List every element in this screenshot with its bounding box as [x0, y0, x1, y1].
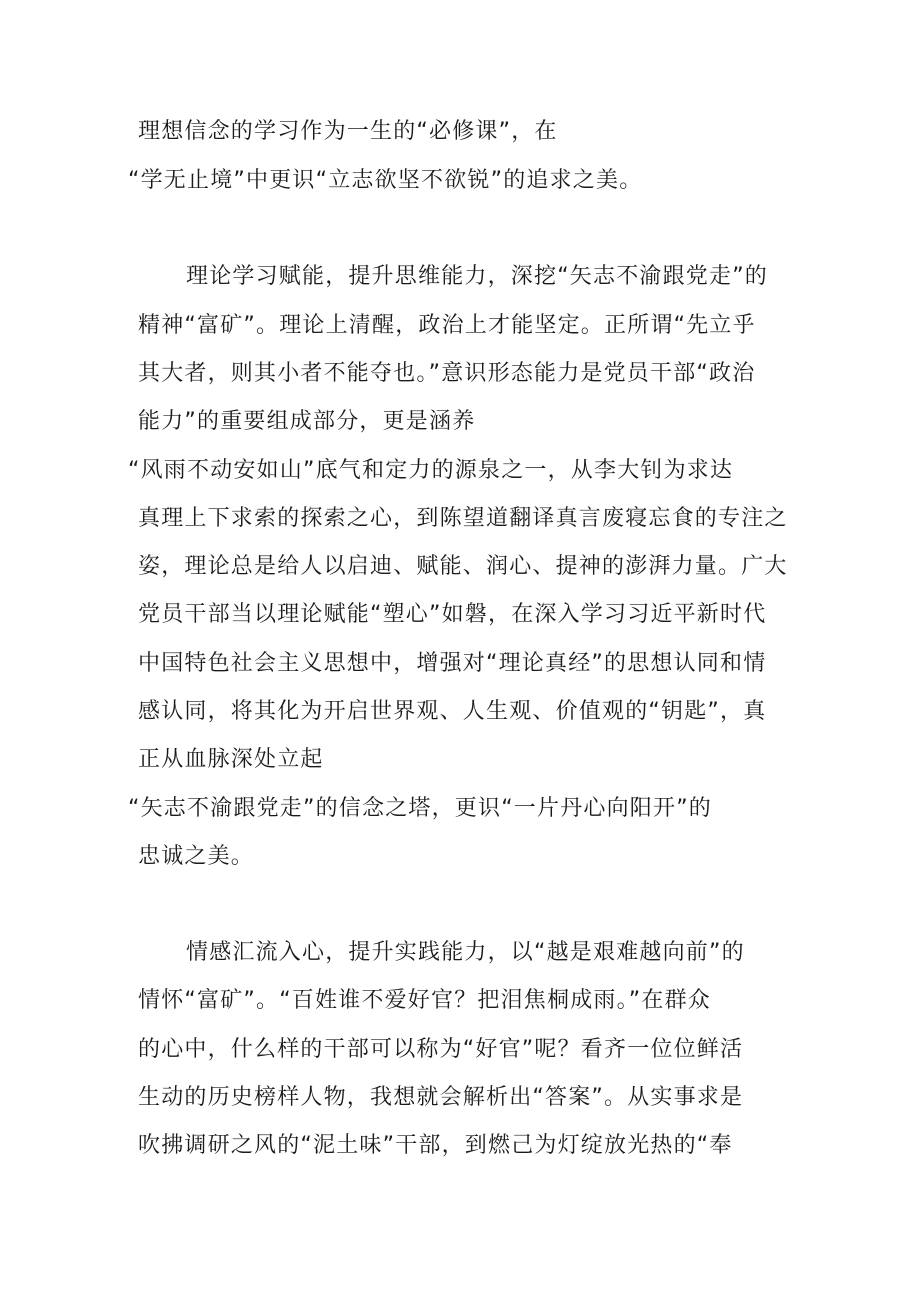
text-line: 姿，理论总是给人以启迪、赋能、润心、提神的澎湃力量。广大: [138, 554, 788, 579]
text-line: 感认同，将其化为开启世界观、人生观、价值观的“钥匙”，真: [138, 699, 767, 724]
text-line: “矢志不渝跟党走”的信念之塔，更识“一片丹心向阳开”的: [128, 796, 712, 821]
text-line: 能力”的重要组成部分，更是涵养: [138, 409, 476, 434]
text-line: 其大者，则其小者不能夺也。”意识形态能力是党员干部“政治: [138, 361, 756, 386]
text-line: “风雨不动安如山”底气和定力的源泉之一，从李大钊为求达: [128, 458, 734, 483]
text-line: 情怀“富矿”。“百姓谁不爱好官？把泪焦桐成雨。”在群众: [138, 988, 711, 1013]
text-line: 理想信念的学习作为一生的“必修课”，在: [138, 119, 558, 144]
text-line: 党员干部当以理论赋能“塑心”如磐，在深入学习习近平新时代: [138, 602, 767, 627]
text-line: 真理上下求索的探索之心，到陈望道翻译真言废寝忘食的专注之: [138, 506, 788, 531]
text-line: 正从血脉深处立起: [138, 747, 324, 772]
paragraph-first-line: 理论学习赋能，提升思维能力，深挖“矢志不渝跟党走”的: [186, 264, 768, 289]
text-line: “学无止境”中更识“立志欲坚不欲锐”的追求之美。: [128, 168, 643, 193]
text-line: 生动的历史榜样人物，我想就会解析出“答案”。从实事求是: [138, 1085, 744, 1110]
paragraph-first-line: 情感汇流入心，提升实践能力，以“越是艰难越向前”的: [186, 940, 745, 965]
text-line: 吹拂调研之风的“泥土味”干部，到燃己为灯绽放光热的“奉: [138, 1133, 733, 1158]
text-line: 忠诚之美。: [138, 844, 255, 869]
text-line: 的心中，什么样的干部可以称为“好官”呢？看齐一位位鲜活: [138, 1037, 744, 1062]
text-line: 精神“富矿”。理论上清醒，政治上才能坚定。正所谓“先立乎: [138, 313, 756, 338]
text-line: 中国特色社会主义思想中，增强对“理论真经”的思想认同和情: [138, 651, 767, 676]
